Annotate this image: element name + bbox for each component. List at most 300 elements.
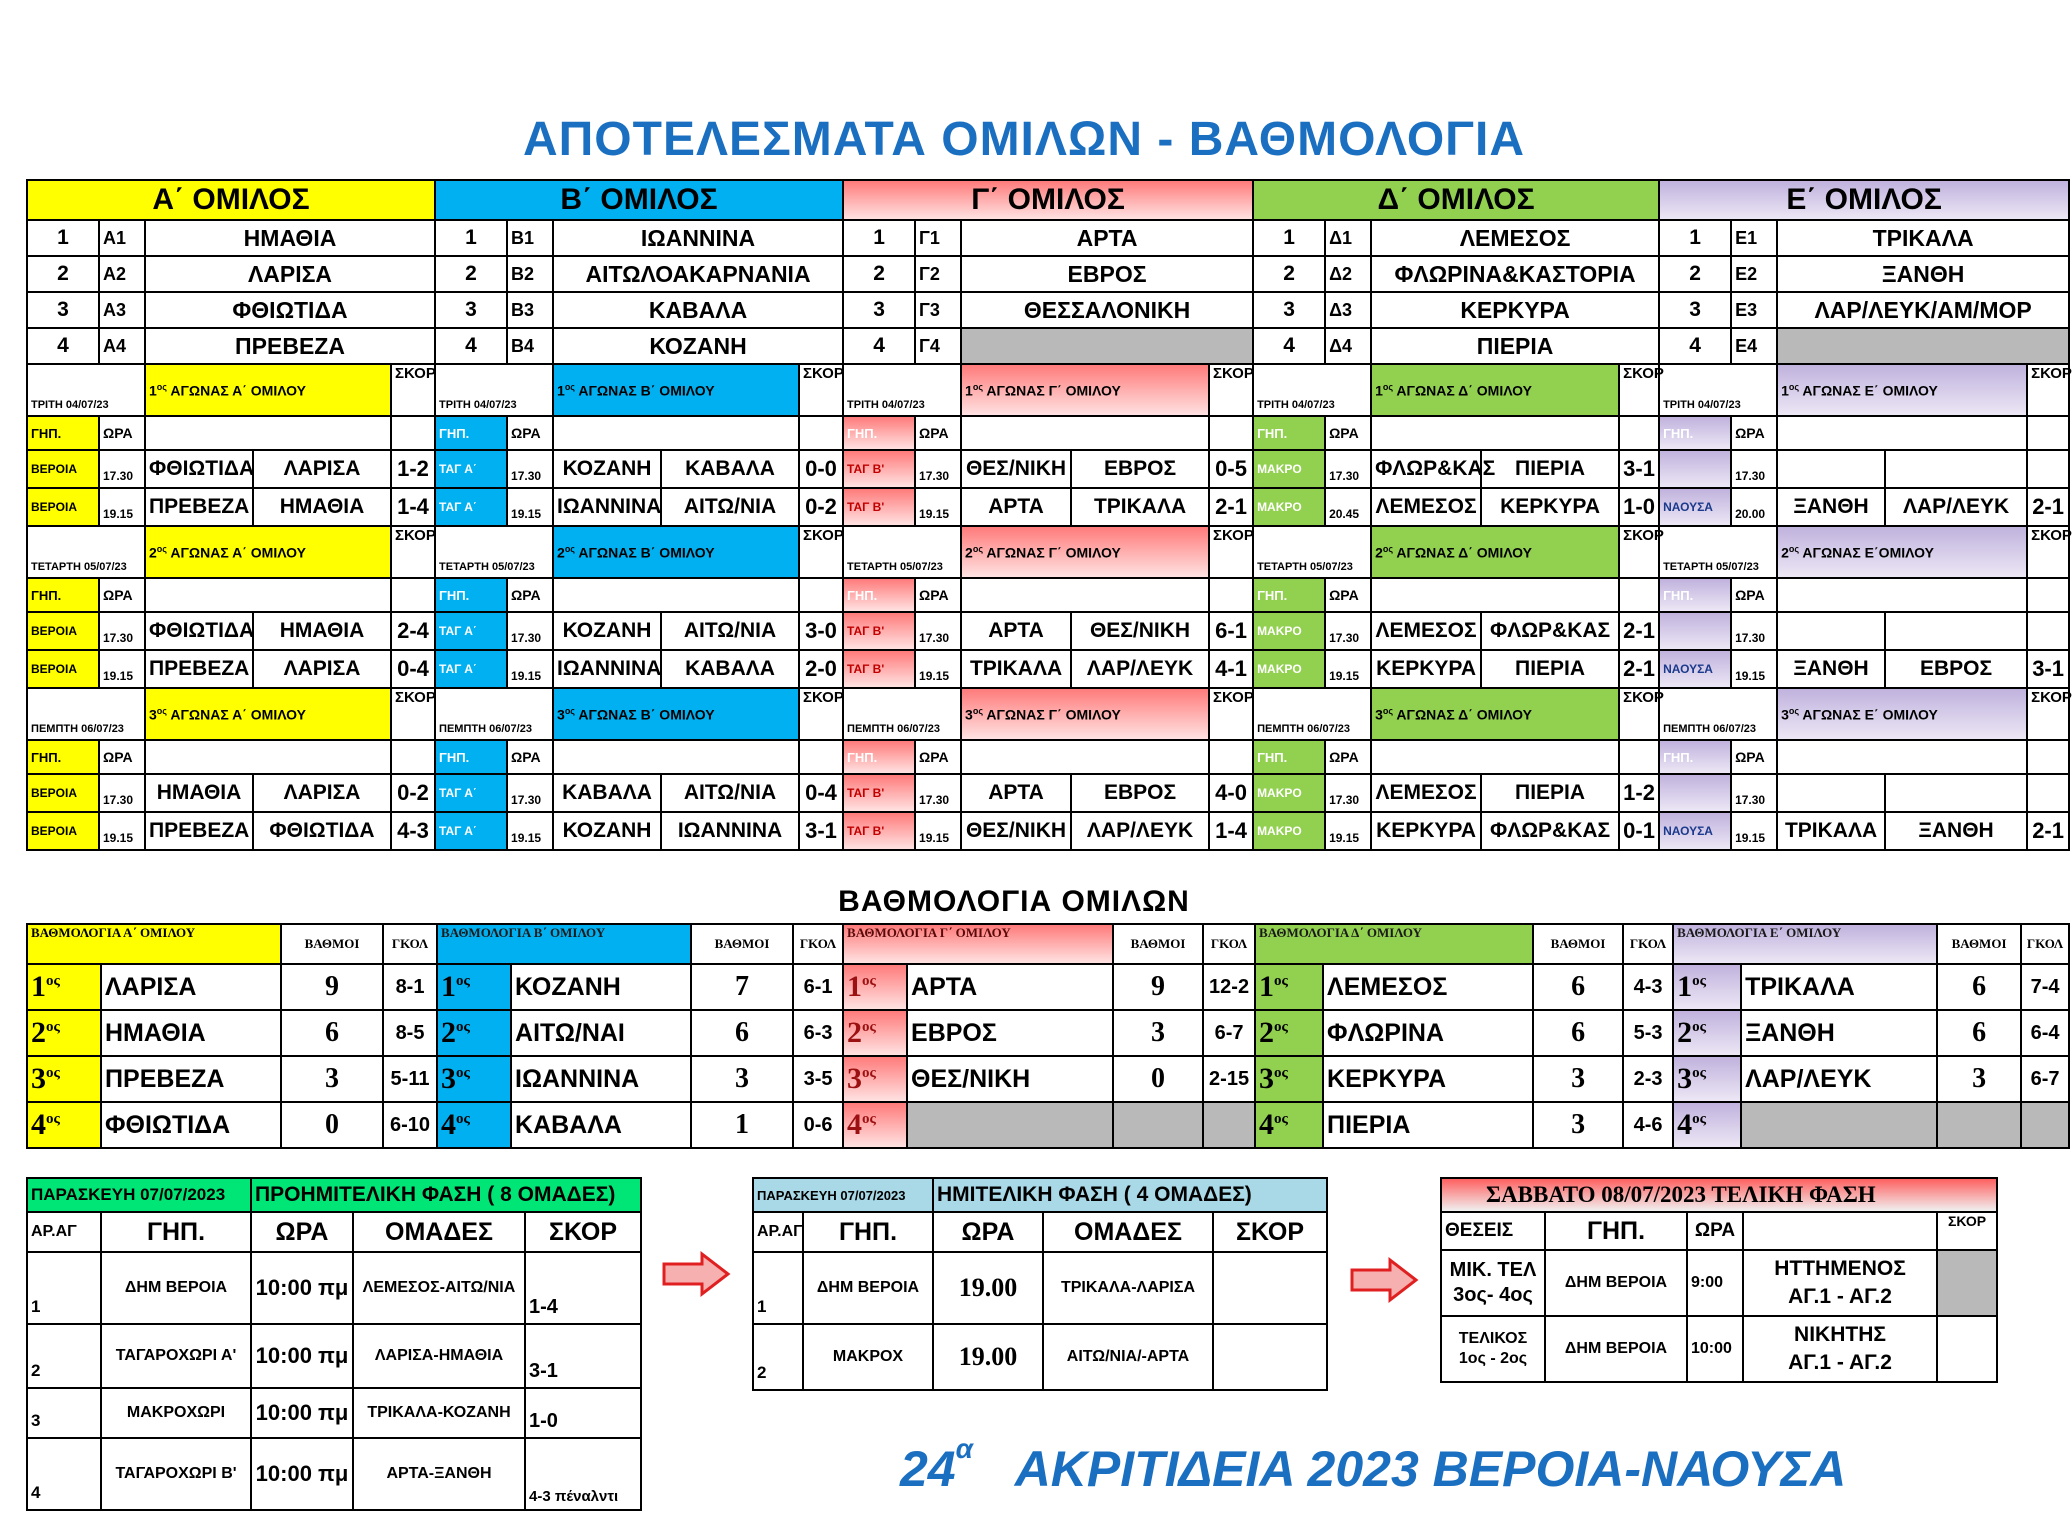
team-number: 3: [27, 292, 99, 328]
time-label: ΩΡΑ: [1731, 740, 1777, 774]
standing-team: ΚΑΒΑΛΑ: [511, 1102, 691, 1148]
team-number: 1: [27, 220, 99, 256]
match-away-team: ΘΕΣ/ΝΙΚΗ: [1071, 612, 1209, 650]
time-label: ΩΡΑ: [1325, 578, 1371, 612]
match-time: 17.30: [915, 450, 961, 488]
position-number: 2: [1259, 1016, 1275, 1049]
match-venue: ΤΑΓ Α΄: [435, 612, 507, 650]
match-time: 10:00 πμ: [251, 1252, 353, 1324]
position-number: 3: [441, 1062, 457, 1095]
position-number: 3: [1259, 1062, 1275, 1095]
match-home-team: ΦΘΙΩΤΙΔΑ: [145, 450, 253, 488]
column-header-row: [753, 1212, 1327, 1252]
match-score: 0-2: [391, 774, 435, 812]
match-teams: ΤΡΙΚΑΛΑ-ΛΑΡΙΣΑ: [1043, 1252, 1213, 1324]
match-time: 10:00 πμ: [251, 1438, 353, 1510]
time-label: ΩΡΑ: [99, 416, 145, 450]
column-header: [1743, 1212, 1937, 1250]
position-number: 4: [847, 1108, 863, 1141]
final-place-positions: 1ος - 2ος: [1458, 1350, 1528, 1367]
round-ordinal: 3: [557, 706, 565, 723]
standing-points: 6: [1533, 1010, 1623, 1056]
match-score: 2-4: [391, 612, 435, 650]
match-home-team: ΙΩΑΝΝΙΝΑ: [553, 650, 661, 688]
position-suffix: ος: [46, 1111, 60, 1127]
score-header: ΣΚΟΡ: [799, 364, 843, 416]
round-title: $2^{o\varsigma}$ ΑΓΩΝΑΣ Α΄ ΟΜΙΛΟΥ: [145, 526, 391, 578]
blank-cell: [2027, 578, 2069, 612]
score-header: ΣΚΟΡ: [2027, 688, 2069, 740]
match-time: 17.30: [507, 450, 553, 488]
team-code: Α2: [99, 256, 145, 292]
standing-points: 3: [281, 1056, 383, 1102]
score-header: ΣΚΟΡ: [1619, 526, 1659, 578]
match-venue: [1659, 612, 1731, 650]
standings-title: ΒΑΘΜΟΛΟΓΙΑ ΟΜΙΛΩΝ: [838, 885, 1190, 918]
standing-points: 7: [691, 964, 793, 1010]
match-away-team: ΞΑΝΘΗ: [1885, 812, 2027, 850]
venue-label: ΓΗΠ.: [27, 578, 99, 612]
groups-schedule-table: [26, 179, 2070, 851]
match-time: 19.15: [99, 650, 145, 688]
team-number: 2: [1253, 256, 1325, 292]
round-title: $3^{o\varsigma}$ ΑΓΩΝΑΣ Α΄ ΟΜΙΛΟΥ: [145, 688, 391, 740]
round-title-text: ΑΓΩΝΑΣ Β΄ ΟΜΙΛΟΥ: [578, 706, 715, 723]
match-venue: ΜΑΚΡΟΧΩΡΙ: [101, 1388, 251, 1438]
match-venue: ΜΑΚΡΟΧ: [803, 1324, 933, 1390]
final-place-title: ΜΙΚ. ΤΕΛ: [1449, 1259, 1537, 1281]
footer-edition: 24: [900, 1441, 956, 1497]
match-home-team: [1777, 450, 1885, 488]
standing-team: [1741, 1102, 1937, 1148]
round-title: $3^{o\varsigma}$ ΑΓΩΝΑΣ Ε΄ ΟΜΙΛΟΥ: [1777, 688, 2027, 740]
match-venue: ΤΑΓ Β': [843, 774, 915, 812]
column-header: ΓΗΠ.: [101, 1212, 251, 1252]
standing-goals: 4-3: [1623, 964, 1673, 1010]
round-day: ΤΕΤΑΡΤΗ 05/07/23: [843, 526, 961, 578]
match-away-team: ΚΑΒΑΛΑ: [661, 650, 799, 688]
team-code: Β1: [507, 220, 553, 256]
match-score: 2-1: [2027, 488, 2069, 526]
column-header: ΣΚΟΡ: [525, 1212, 641, 1252]
match-score: 3-1: [2027, 650, 2069, 688]
team-name: ΦΘΙΩΤΙΔΑ: [145, 292, 435, 328]
position-suffix: ος: [46, 1019, 60, 1035]
match-score: 3-1: [799, 812, 843, 850]
round-ordinal: 3: [1781, 706, 1789, 723]
standing-position: [27, 964, 101, 1010]
team-code: Δ1: [1325, 220, 1371, 256]
standing-team: ΑΡΤΑ: [907, 964, 1113, 1010]
match-number: 1: [27, 1252, 101, 1324]
match-time: 17.30: [1325, 774, 1371, 812]
match-venue: ΤΑΓ Β': [843, 488, 915, 526]
match-away-team: ΛΑΡΙΣΑ: [253, 774, 391, 812]
round-ordinal: 2: [1781, 544, 1789, 561]
goals-header: ΓΚΟΛ: [1623, 924, 1673, 964]
position-suffix: ος: [456, 973, 470, 989]
time-label: ΩΡΑ: [1731, 578, 1777, 612]
match-home-team: ΚΕΡΚΥΡΑ: [1371, 812, 1481, 850]
score-header: ΣΚΟΡ: [1209, 526, 1253, 578]
blank-cell: [2027, 740, 2069, 774]
match-score: 1-4: [1209, 812, 1253, 850]
blank-cell: [799, 416, 843, 450]
match-time: 17.30: [1731, 450, 1777, 488]
standing-position: [27, 1010, 101, 1056]
match-score: 1-4: [525, 1252, 641, 1324]
match-home-team: ΚΟΖΑΝΗ: [553, 450, 661, 488]
match-away-team: ΠΙΕΡΙΑ: [1481, 450, 1619, 488]
position-suffix: ος: [1274, 973, 1288, 989]
match-score: 2-0: [799, 650, 843, 688]
footer-title: [900, 1433, 1847, 1498]
round-day: ΤΡΙΤΗ 04/07/23: [1659, 364, 1777, 416]
venue-label: ΓΗΠ.: [843, 416, 915, 450]
team-number: 1: [1659, 220, 1731, 256]
label-row: [27, 416, 2069, 450]
round-title-text: ΑΓΩΝΑΣ Β΄ ΟΜΙΛΟΥ: [578, 382, 715, 399]
venue-label: ΓΗΠ.: [27, 416, 99, 450]
team-code: Ε1: [1731, 220, 1777, 256]
standing-goals: 6-7: [2021, 1056, 2069, 1102]
round-day: ΤΡΙΤΗ 04/07/23: [27, 364, 145, 416]
team-number: 1: [435, 220, 507, 256]
score-header: ΣΚΟΡ: [391, 688, 435, 740]
standing-goals: 8-1: [383, 964, 437, 1010]
standing-position: [27, 1102, 101, 1148]
standing-team: ΚΟΖΑΝΗ: [511, 964, 691, 1010]
standing-points: 3: [1113, 1010, 1203, 1056]
match-away-team: [1885, 450, 2027, 488]
round-day: ΠΕΜΠΤΗ 06/07/23: [435, 688, 553, 740]
blank-cell: [1209, 416, 1253, 450]
match-venue: ΜΑΚΡΟ: [1253, 650, 1325, 688]
team-code: Β2: [507, 256, 553, 292]
standing-position: [437, 1010, 511, 1056]
standing-goals: 12-2: [1203, 964, 1255, 1010]
match-row: [753, 1252, 1327, 1324]
final-place-title: ΤΕΛΙΚΟΣ: [1458, 1330, 1528, 1347]
final-place-positions: 3ος- 4ος: [1453, 1284, 1533, 1306]
match-away-team: ΠΙΕΡΙΑ: [1481, 650, 1619, 688]
blank-cell: [391, 416, 435, 450]
standing-team: ΞΑΝΘΗ: [1741, 1010, 1937, 1056]
match-score: 0-4: [391, 650, 435, 688]
match-home-team: ΤΡΙΚΑΛΑ: [1777, 812, 1885, 850]
team-name: ΠΡΕΒΕΖΑ: [145, 328, 435, 364]
round-title-text: ΑΓΩΝΑΣ Γ΄ ΟΜΙΛΟΥ: [986, 544, 1121, 561]
final-score: [1937, 1250, 1997, 1316]
blank-cell: [799, 578, 843, 612]
round-ordinal: 1: [149, 382, 157, 399]
group-header-row: [27, 180, 2069, 220]
standing-position: [1673, 1102, 1741, 1148]
team-number: 3: [435, 292, 507, 328]
standings-row: [27, 1102, 2069, 1148]
match-time: 19.15: [99, 812, 145, 850]
standing-points: 6: [1937, 964, 2021, 1010]
team-name: ΑΙΤΩΛΟΑΚΑΡΝΑΝΙΑ: [553, 256, 843, 292]
standing-position: [1255, 1056, 1323, 1102]
position-suffix: ος: [1692, 1019, 1706, 1035]
match-score: 4-1: [1209, 650, 1253, 688]
position-number: 1: [31, 970, 46, 1003]
match-venue: ΝΑΟΥΣΑ: [1659, 488, 1731, 526]
match-score: 4-0: [1209, 774, 1253, 812]
standings-group-header: ΒΑΘΜΟΛΟΓΙΑ Γ΄ ΟΜΙΛΟΥ: [843, 924, 1113, 964]
round-header-row: [27, 688, 2069, 740]
match-score: 3-1: [1619, 450, 1659, 488]
match-time: 19.00: [933, 1252, 1043, 1324]
round-title-text: ΑΓΩΝΑΣ Β΄ ΟΜΙΛΟΥ: [578, 544, 715, 561]
final-score: [1937, 1316, 1997, 1382]
round-title: $2^{o\varsigma}$ ΑΓΩΝΑΣ Β΄ ΟΜΙΛΟΥ: [553, 526, 799, 578]
phase-title: ΗΜΙΤΕΛΙΚΗ ΦΑΣΗ ( 4 ΟΜΑΔΕΣ): [933, 1178, 1327, 1212]
team-name: ΙΩΑΝΝΙΝΑ: [553, 220, 843, 256]
standings-row: [27, 1056, 2069, 1102]
match-score: 0-4: [799, 774, 843, 812]
team-number: 4: [27, 328, 99, 364]
position-number: 1: [847, 970, 863, 1003]
match-time: 17.30: [1731, 612, 1777, 650]
team-name: ΕΒΡΟΣ: [961, 256, 1253, 292]
standing-position: [1255, 964, 1323, 1010]
blank-cell: [799, 740, 843, 774]
score-header: ΣΚΟΡ: [2027, 526, 2069, 578]
time-label: ΩΡΑ: [915, 416, 961, 450]
match-number: 1: [753, 1252, 803, 1324]
match-home-team: ΛΕΜΕΣΟΣ: [1371, 612, 1481, 650]
standing-team: ΑΙΤΩ/ΝΑΙ: [511, 1010, 691, 1056]
round-day: ΤΡΙΤΗ 04/07/23: [843, 364, 961, 416]
team-number: 1: [843, 220, 915, 256]
position-number: 3: [1677, 1062, 1693, 1095]
round-day: ΠΕΜΠΤΗ 06/07/23: [1253, 688, 1371, 740]
match-home-team: ΚΑΒΑΛΑ: [553, 774, 661, 812]
standing-points: [1113, 1102, 1203, 1148]
match-venue: ΜΑΚΡΟ: [1253, 612, 1325, 650]
standing-points: 6: [281, 1010, 383, 1056]
round-ordinal: 1: [1781, 382, 1789, 399]
final-teams: [1743, 1250, 1937, 1316]
match-venue: ΤΑΓ Α΄: [435, 488, 507, 526]
column-header: ΑΡ.ΑΓ: [753, 1212, 803, 1252]
time-label: ΩΡΑ: [507, 740, 553, 774]
team-name: [1777, 328, 2069, 364]
match-home-team: ΑΡΤΑ: [961, 774, 1071, 812]
round-title: $2^{o\varsigma}$ ΑΓΩΝΑΣ Γ΄ ΟΜΙΛΟΥ: [961, 526, 1209, 578]
match-time: 19.15: [507, 650, 553, 688]
venue-label: ΓΗΠ.: [1659, 740, 1731, 774]
standing-goals: 3-5: [793, 1056, 843, 1102]
score-header: ΣΚΟΡ: [391, 526, 435, 578]
final-teams: [1743, 1316, 1937, 1382]
match-row: [27, 488, 2069, 526]
position-suffix: ος: [1274, 1019, 1288, 1035]
goals-header: ΓΚΟΛ: [1203, 924, 1255, 964]
standing-team: ΕΒΡΟΣ: [907, 1010, 1113, 1056]
team-name: ΗΜΑΘΙΑ: [145, 220, 435, 256]
standing-goals: 5-3: [1623, 1010, 1673, 1056]
position-number: 3: [847, 1062, 863, 1095]
team-row: [27, 256, 2069, 292]
match-time: 19.15: [1731, 650, 1777, 688]
blank-cell: [1371, 740, 1619, 774]
round-ordinal: 2: [965, 544, 973, 561]
quarterfinal-table: [26, 1177, 642, 1511]
match-away-team: ΦΛΩΡ&ΚΑΣ: [1481, 812, 1619, 850]
round-ordinal: 3: [1375, 706, 1383, 723]
position-suffix: ος: [1274, 1065, 1288, 1081]
match-home-team: ΙΩΑΝΝΙΝΑ: [553, 488, 661, 526]
standing-points: 1: [691, 1102, 793, 1148]
match-time: 19.15: [1325, 812, 1371, 850]
venue-label: ΓΗΠ.: [435, 578, 507, 612]
match-row: [27, 450, 2069, 488]
match-venue: ΜΑΚΡΟ: [1253, 488, 1325, 526]
blank-cell: [1777, 578, 2027, 612]
standing-team: [907, 1102, 1113, 1148]
match-score: 2-1: [1209, 488, 1253, 526]
position-suffix: ος: [1692, 973, 1706, 989]
position-suffix: ος: [456, 1065, 470, 1081]
blank-cell: [553, 578, 799, 612]
match-home-team: ΘΕΣ/ΝΙΚΗ: [961, 812, 1071, 850]
team-name: ΤΡΙΚΑΛΑ: [1777, 220, 2069, 256]
venue-label: ΓΗΠ.: [1253, 740, 1325, 774]
match-number: 2: [753, 1324, 803, 1390]
final-match-row: [1441, 1316, 1997, 1382]
venue-label: ΓΗΠ.: [843, 578, 915, 612]
round-title: $1^{o\varsigma}$ ΑΓΩΝΑΣ Γ΄ ΟΜΙΛΟΥ: [961, 364, 1209, 416]
match-number: 3: [27, 1388, 101, 1438]
match-venue: ΤΑΓ Β': [843, 650, 915, 688]
match-venue: ΔΗΜ ΒΕΡΟΙΑ: [101, 1252, 251, 1324]
round-day: ΠΕΜΠΤΗ 06/07/23: [1659, 688, 1777, 740]
match-score: 0-5: [1209, 450, 1253, 488]
match-away-team: ΚΕΡΚΥΡΑ: [1481, 488, 1619, 526]
match-home-team: ΦΛΩΡ&ΚΑΣ: [1371, 450, 1481, 488]
team-row: [27, 328, 2069, 364]
standings-row: [27, 964, 2069, 1010]
venue-label: ΓΗΠ.: [843, 740, 915, 774]
team-number: 3: [1253, 292, 1325, 328]
standings-group-header: ΒΑΘΜΟΛΟΓΙΑ Α΄ ΟΜΙΛΟΥ: [27, 924, 281, 964]
match-away-team: ΕΒΡΟΣ: [1071, 450, 1209, 488]
blank-cell: [391, 740, 435, 774]
round-ordinal: 2: [557, 544, 565, 561]
match-score: 2-1: [1619, 612, 1659, 650]
round-title-text: ΑΓΩΝΑΣ Γ΄ ΟΜΙΛΟΥ: [986, 706, 1121, 723]
blank-cell: [1209, 740, 1253, 774]
standing-goals: 4-6: [1623, 1102, 1673, 1148]
match-time: 17.30: [915, 774, 961, 812]
phase-title: ΠΡΟΗΜΙΤΕΛΙΚΗ ΦΑΣΗ ( 8 ΟΜΑΔΕΣ): [251, 1178, 641, 1212]
match-away-team: [1885, 612, 2027, 650]
team-row: [27, 220, 2069, 256]
position-number: 2: [441, 1016, 457, 1049]
standing-position: [437, 1102, 511, 1148]
column-header: ΣΚΟΡ: [1937, 1212, 1997, 1250]
team-name: ΛΑΡ/ΛΕΥΚ/ΑΜ/ΜΟΡ: [1777, 292, 2069, 328]
position-number: 1: [1677, 970, 1693, 1003]
standing-team: ΦΘΙΩΤΙΔΑ: [101, 1102, 281, 1148]
match-home-team: ΤΡΙΚΑΛΑ: [961, 650, 1071, 688]
standing-position: [843, 1102, 907, 1148]
match-away-team: ΛΑΡ/ΛΕΥΚ: [1071, 650, 1209, 688]
match-row: [27, 774, 2069, 812]
final-venue: ΔΗΜ ΒΕΡΟΙΑ: [1545, 1316, 1687, 1382]
round-title-text: ΑΓΩΝΑΣ Δ΄ ΟΜΙΛΟΥ: [1396, 382, 1533, 399]
team-number: 2: [435, 256, 507, 292]
goals-header: ΓΚΟΛ: [793, 924, 843, 964]
standing-points: 3: [1533, 1056, 1623, 1102]
score-header: ΣΚΟΡ: [799, 688, 843, 740]
blank-cell: [1371, 578, 1619, 612]
score-header: ΣΚΟΡ: [1619, 688, 1659, 740]
match-time: 17.30: [99, 450, 145, 488]
footer-text: ΑΚΡΙΤΙΔΕΙΑ 2023 ΒΕΡΟΙΑ-ΝΑΟΥΣΑ: [1014, 1441, 1847, 1497]
match-away-team: ΕΒΡΟΣ: [1071, 774, 1209, 812]
team-number: 4: [843, 328, 915, 364]
position-suffix: ος: [862, 1111, 876, 1127]
round-ordinal: 3: [149, 706, 157, 723]
standing-position: [843, 1010, 907, 1056]
match-row: [27, 1324, 641, 1388]
match-venue: ΤΑΓ Α΄: [435, 650, 507, 688]
goals-header: ΓΚΟΛ: [2021, 924, 2069, 964]
match-away-team: ΙΩΑΝΝΙΝΑ: [661, 812, 799, 850]
team-name: ΛΕΜΕΣΟΣ: [1371, 220, 1659, 256]
match-teams: ΛΕΜΕΣΟΣ-ΑΙΤΩ/ΝΙΑ: [353, 1252, 525, 1324]
round-ordinal: 1: [557, 382, 565, 399]
standings-table: [26, 923, 2070, 1149]
match-venue: ΝΑΟΥΣΑ: [1659, 812, 1731, 850]
standing-points: 0: [1113, 1056, 1203, 1102]
team-code: Ε4: [1731, 328, 1777, 364]
match-score: 3-1: [525, 1324, 641, 1388]
match-score: [2027, 450, 2069, 488]
match-score: [2027, 612, 2069, 650]
team-name: [961, 328, 1253, 364]
team-number: 1: [1253, 220, 1325, 256]
blank-cell: [145, 578, 391, 612]
blank-cell: [961, 578, 1209, 612]
final-team-label: ΝΙΚΗΤΗΣ: [1794, 1322, 1886, 1346]
team-code: Β3: [507, 292, 553, 328]
standing-position: [1673, 1056, 1741, 1102]
standing-team: ΗΜΑΘΙΑ: [101, 1010, 281, 1056]
score-header: ΣΚΟΡ: [1209, 364, 1253, 416]
blank-cell: [1619, 578, 1659, 612]
match-time: 17.30: [1731, 774, 1777, 812]
venue-label: ΓΗΠ.: [1659, 416, 1731, 450]
label-row: [27, 578, 2069, 612]
standing-goals: 6-1: [793, 964, 843, 1010]
match-score: 3-0: [799, 612, 843, 650]
standing-team: ΚΕΡΚΥΡΑ: [1323, 1056, 1533, 1102]
match-time: 17.30: [1325, 612, 1371, 650]
match-time: 19.15: [915, 650, 961, 688]
match-time: 19.15: [915, 488, 961, 526]
position-suffix: ος: [1692, 1065, 1706, 1081]
final-team-matches: ΑΓ.1 - ΑΓ.2: [1788, 1351, 1892, 1374]
standing-team: ΦΛΩΡΙΝΑ: [1323, 1010, 1533, 1056]
group-header: Γ΄ ΟΜΙΛΟΣ: [843, 180, 1253, 220]
column-header-row: [1441, 1212, 1997, 1250]
column-header: ΩΡΑ: [1687, 1212, 1743, 1250]
